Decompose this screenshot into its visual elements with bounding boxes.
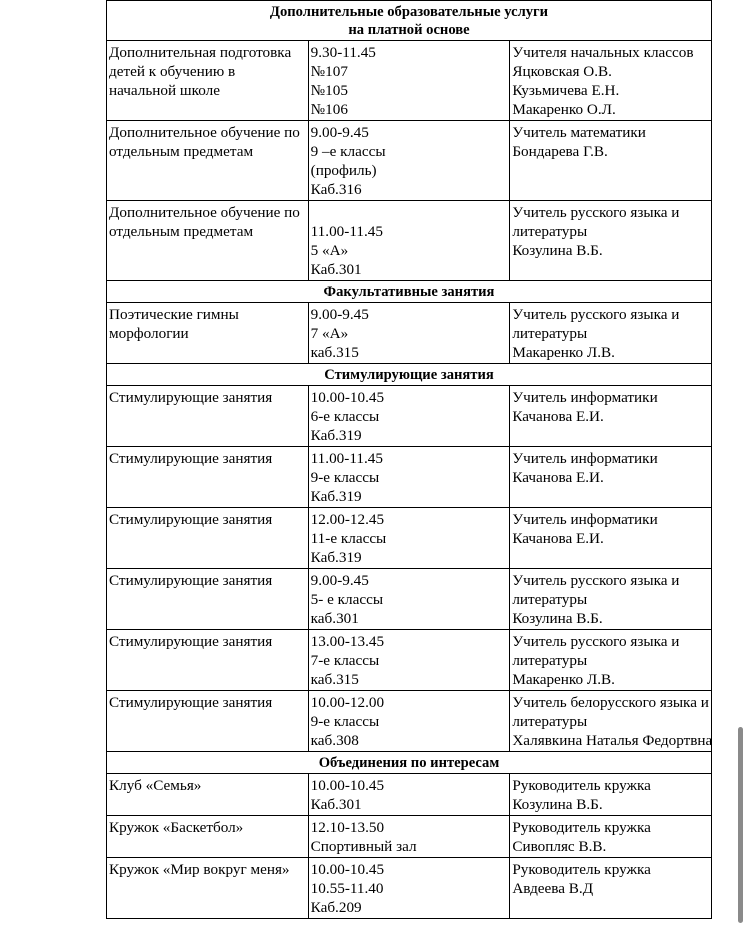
- teacher-line: Бондарева Г.В.: [512, 143, 608, 160]
- section-title: [107, 364, 712, 386]
- teacher-line: Козулина В.Б.: [512, 796, 603, 813]
- time-room-line: каб.308: [310, 732, 359, 749]
- teacher-cell: [510, 121, 712, 201]
- teacher-line: литературы: [512, 652, 588, 669]
- time-room-line: 6-е классы: [310, 408, 380, 425]
- table-row: [107, 630, 712, 691]
- time-room-line: 10.55-11.40: [310, 880, 384, 897]
- activity-name: Дополнительное обучение по отдельным предметам: [109, 124, 300, 160]
- teacher-line: Козулина В.Б.: [512, 610, 603, 627]
- activity-name-cell: [107, 508, 309, 569]
- time-room-line: Каб.319: [310, 549, 362, 566]
- time-room-cell: [308, 303, 510, 364]
- teacher-line: Руководитель кружка: [512, 777, 651, 794]
- teacher-line: литературы: [512, 713, 588, 730]
- activity-name-cell: [107, 201, 309, 281]
- time-room-line: 10.00-10.45: [310, 389, 385, 406]
- teacher-line: Качанова Е.И.: [512, 530, 604, 547]
- table-row: [107, 508, 712, 569]
- time-room-line: [311, 203, 508, 222]
- activity-name: Стимулирующие занятия: [109, 694, 273, 711]
- time-room-line: 7 «А»: [310, 325, 349, 342]
- time-room-line: Каб.301: [310, 261, 362, 278]
- teacher-line: Руководитель кружка: [512, 819, 651, 836]
- section-header-row: [107, 281, 712, 303]
- teacher-line: Учитель белорусского языка и: [512, 694, 709, 711]
- activity-name-cell: [107, 447, 309, 508]
- time-room-cell: [308, 386, 510, 447]
- teacher-line: Учитель информатики: [512, 511, 658, 528]
- time-room-cell: [308, 508, 510, 569]
- time-room-line: Каб.319: [310, 488, 362, 505]
- teacher-cell: [510, 41, 712, 121]
- time-room-cell: [308, 774, 510, 816]
- teacher-cell: [510, 201, 712, 281]
- activity-name-cell: [107, 774, 309, 816]
- time-room-line: 12.10-13.50: [310, 819, 385, 836]
- teacher-line: Учитель информатики: [512, 450, 658, 467]
- activity-name-cell: [107, 569, 309, 630]
- activity-name-cell: [107, 816, 309, 858]
- teacher-line: литературы: [512, 325, 588, 342]
- activity-name: Поэтические гимны морфологии: [109, 306, 239, 342]
- teacher-cell: [510, 447, 712, 508]
- section-title: [107, 281, 712, 303]
- time-room-line: 5- е классы: [310, 591, 384, 608]
- time-room-cell: [308, 41, 510, 121]
- activity-name-cell: [107, 386, 309, 447]
- time-room-line: каб.301: [310, 610, 359, 627]
- table-row: [107, 774, 712, 816]
- time-room-line: 9 –е классы: [310, 143, 386, 160]
- section-title: [107, 752, 712, 774]
- time-room-line: каб.315: [310, 671, 359, 688]
- time-room-line: 11-е классы: [310, 530, 387, 547]
- table-row: [107, 447, 712, 508]
- teacher-cell: [510, 508, 712, 569]
- time-room-cell: [308, 447, 510, 508]
- time-room-line: №106: [310, 101, 348, 118]
- section-title-line: на платной основе: [348, 22, 470, 38]
- time-room-line: 10.00-10.45: [310, 861, 385, 878]
- teacher-line: Учитель русского языка и: [512, 204, 680, 221]
- time-room-line: (профиль): [310, 162, 377, 179]
- time-room-line: 9.00-9.45: [310, 306, 369, 323]
- teacher-line: Учитель русского языка и: [512, 306, 680, 323]
- activity-name: Дополнительное обучение по отдельным предметам: [109, 204, 300, 240]
- section-header-row: [107, 752, 712, 774]
- teacher-line: Учитель русского языка и: [512, 633, 680, 650]
- teacher-line: Яцковская О.В.: [512, 63, 612, 80]
- activity-name-cell: [107, 630, 309, 691]
- time-room-line: Каб.301: [310, 796, 362, 813]
- time-room-line: 10.00-12.00: [310, 694, 385, 711]
- teacher-line: литературы: [512, 223, 588, 240]
- activity-name: Кружок «Баскетбол»: [109, 819, 244, 836]
- time-room-line: 9.00-9.45: [310, 124, 369, 141]
- schedule-document: [106, 0, 712, 919]
- time-room-line: 12.00-12.45: [310, 511, 385, 528]
- teacher-line: Авдеева В.Д: [512, 880, 594, 897]
- table-row: [107, 303, 712, 364]
- teacher-cell: [510, 816, 712, 858]
- section-header-row: [107, 364, 712, 386]
- teacher-line: Кузьмичева Е.Н.: [512, 82, 620, 99]
- section-title: [107, 1, 712, 41]
- time-room-line: 5 «А»: [310, 242, 349, 259]
- activity-name: Стимулирующие занятия: [109, 450, 273, 467]
- activity-name: Дополнительная подготовка детей к обучению в начальной школе: [109, 44, 292, 99]
- teacher-cell: [510, 386, 712, 447]
- time-room-line: 9-е классы: [310, 713, 380, 730]
- time-room-line: каб.315: [310, 344, 359, 361]
- activity-name-cell: [107, 858, 309, 919]
- teacher-line: Макаренко О.Л.: [512, 101, 616, 118]
- time-room-cell: [308, 816, 510, 858]
- time-room-line: №105: [310, 82, 348, 99]
- time-room-line: 9.30-11.45: [310, 44, 376, 61]
- teacher-line: Козулина В.Б.: [512, 242, 603, 259]
- activity-name: Стимулирующие занятия: [109, 511, 273, 528]
- time-room-cell: [308, 630, 510, 691]
- table-row: [107, 858, 712, 919]
- activity-name: Клуб «Семья»: [109, 777, 202, 794]
- activity-name-cell: [107, 691, 309, 752]
- time-room-cell: [308, 858, 510, 919]
- teacher-line: Халявкина Наталья Федортвна: [512, 732, 713, 749]
- activity-name: Стимулирующие занятия: [109, 389, 273, 406]
- teacher-line: Учитель информатики: [512, 389, 658, 406]
- table-row: [107, 691, 712, 752]
- section-title-line: Дополнительные образовательные услуги: [269, 4, 549, 20]
- schedule-table: [106, 0, 712, 919]
- teacher-line: Учитель математики: [512, 124, 646, 141]
- table-row: [107, 569, 712, 630]
- teacher-line: Качанова Е.И.: [512, 469, 604, 486]
- time-room-line: Каб.209: [310, 899, 362, 916]
- time-room-cell: [308, 569, 510, 630]
- time-room-cell: [308, 691, 510, 752]
- teacher-line: Учителя начальных классов: [512, 44, 694, 61]
- teacher-cell: [510, 303, 712, 364]
- section-title-line: Объединения по интересам: [318, 755, 500, 771]
- time-room-line: Каб.319: [310, 427, 362, 444]
- time-room-line: 10.00-10.45: [310, 777, 385, 794]
- teacher-cell: [510, 774, 712, 816]
- activity-name-cell: [107, 121, 309, 201]
- table-row: [107, 201, 712, 281]
- activity-name-cell: [107, 41, 309, 121]
- teacher-cell: [510, 691, 712, 752]
- teacher-line: литературы: [512, 591, 588, 608]
- time-room-line: №107: [310, 63, 348, 80]
- activity-name: Кружок «Мир вокруг меня»: [109, 861, 290, 878]
- time-room-line: 11.00-11.45: [310, 450, 383, 467]
- activity-name: Стимулирующие занятия: [109, 633, 273, 650]
- activity-name-cell: [107, 303, 309, 364]
- teacher-line: Макаренко Л.В.: [512, 671, 615, 688]
- time-room-line: 7-е классы: [310, 652, 380, 669]
- section-header-row: [107, 1, 712, 41]
- vertical-scrollbar[interactable]: [738, 727, 743, 923]
- time-room-line: Спортивный зал: [310, 838, 417, 855]
- teacher-line: Качанова Е.И.: [512, 408, 604, 425]
- teacher-cell: [510, 630, 712, 691]
- table-row: [107, 41, 712, 121]
- time-room-line: 9-е классы: [310, 469, 380, 486]
- teacher-cell: [510, 858, 712, 919]
- time-room-line: 9.00-9.45: [310, 572, 369, 589]
- table-row: [107, 386, 712, 447]
- time-room-cell: [308, 121, 510, 201]
- teacher-line: Руководитель кружка: [512, 861, 651, 878]
- time-room-line: 13.00-13.45: [310, 633, 385, 650]
- time-room-line: 11.00-11.45: [310, 223, 383, 240]
- table-row: [107, 121, 712, 201]
- table-row: [107, 816, 712, 858]
- section-title-line: Стимулирующие занятия: [324, 367, 494, 383]
- activity-name: Стимулирующие занятия: [109, 572, 273, 589]
- teacher-line: Учитель русского языка и: [512, 572, 680, 589]
- time-room-line: Каб.316: [310, 181, 362, 198]
- time-room-cell: [308, 201, 510, 281]
- teacher-line: Макаренко Л.В.: [512, 344, 615, 361]
- teacher-line: Сивопляс В.В.: [512, 838, 607, 855]
- section-title-line: Факультативные занятия: [323, 284, 495, 300]
- teacher-cell: [510, 569, 712, 630]
